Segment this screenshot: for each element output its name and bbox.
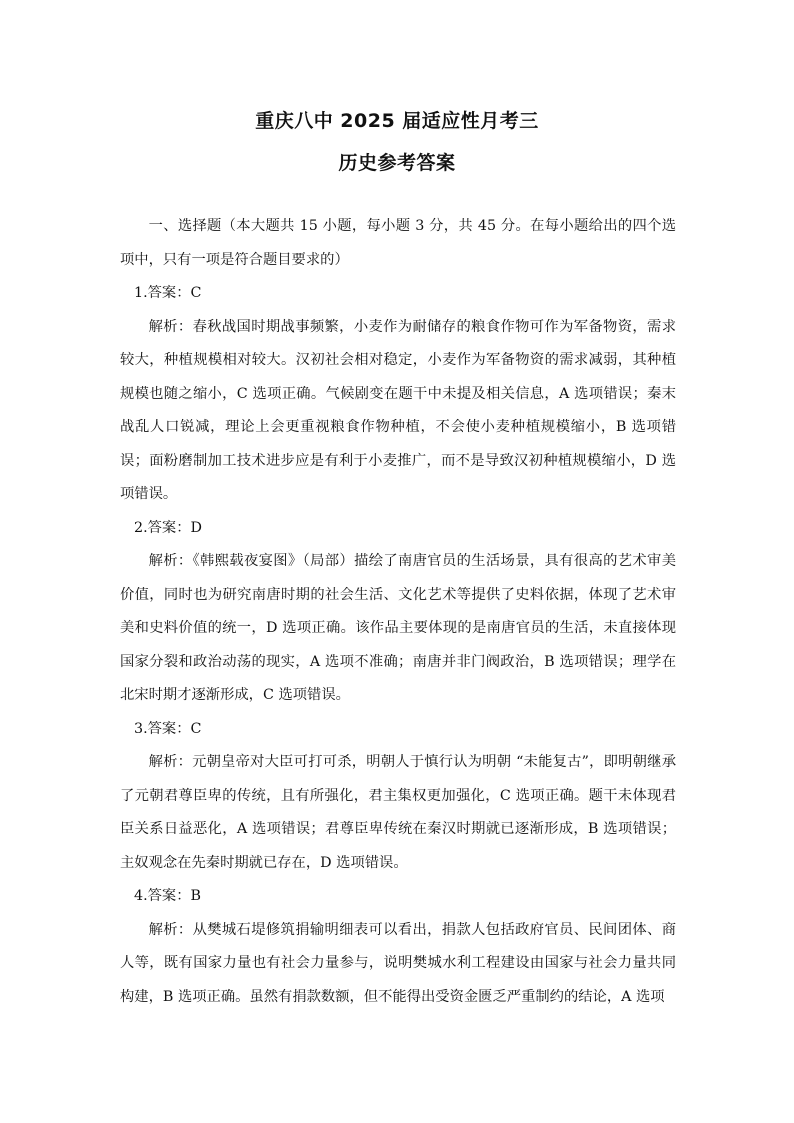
- document-title: 重庆八中 2025 届适应性月考三: [255, 110, 539, 132]
- question-2-answer: 2.答案：D: [134, 519, 202, 536]
- answer-content: [120, 210, 676, 1014]
- section-header: 一、选择题（本大题共 15 小题，每小题 3 分，共 45 分。在每小题给出的四个选项中，只有一项是符合题目要求的）: [120, 218, 676, 268]
- question-3-answer: 3.答案：C: [134, 720, 202, 737]
- question-1-analysis: 解析：春秋战国时期战事频繁，小麦作为耐储存的粮食作物可作为军备物资，需求较大，种植规模相对较大。汉初社会相对稳定，小麦作为军备物资的需求减弱，其种植规模也随之缩小，C 选项正确。气候剧变在题干中未提及相关信息，A 选项错误；秦末战乱人口锐减，理论上会更重视粮食作物种植，不会使小麦种植规模缩小，B 选项错误；面粉磨制加工技术进步应是有利于小麦推广，而不是导致汉初种植规模缩小，D 选项错误。: [120, 318, 676, 502]
- question-3-analysis: 解析：元朝皇帝对大臣可打可杀，明朝人于慎行认为明朝 “未能复古”，即明朝继承了元朝君尊臣卑的传统，且有所强化，君主集权更加强化，C 选项正确。题干未体现君臣关系日益恶化，A 选项错误；君尊臣卑传统在秦汉时期就已逐渐形成，B 选项错误；主奴观念在先秦时期就已存在，D 选项错误。: [120, 754, 676, 871]
- question-4-answer: 4.答案：B: [134, 888, 202, 904]
- question-2-analysis: 解析：《韩熙载夜宴图》（局部）描绘了南唐官员的生活场景，具有很高的艺术审美价值，同时也为研究南唐时期的社会生活、文化艺术等提供了史料依据，体现了艺术审美和史料价值的统一，D 选项正确。该作品主要体现的是南唐官员的生活，未直接体现国家分裂和政治动荡的现实，A 选项不准确；南唐并非门阀政治，B 选项错误；理学在北宋时期才逐渐形成，C 选项错误。: [120, 553, 676, 703]
- document-subtitle: 历史参考答案: [338, 152, 456, 174]
- question-4-analysis: 解析：从樊城石堤修筑捐输明细表可以看出，捐款人包括政府官员、民间团体、商人等，既有国家力量也有社会力量参与，说明樊城水利工程建设由国家与社会力量共同构建，B 选项正确。虽然有捐款数额，但不能得出受资金匮乏严重制约的结论，A 选项: [120, 921, 676, 1005]
- question-1-answer: 1.答案：C: [134, 285, 202, 301]
